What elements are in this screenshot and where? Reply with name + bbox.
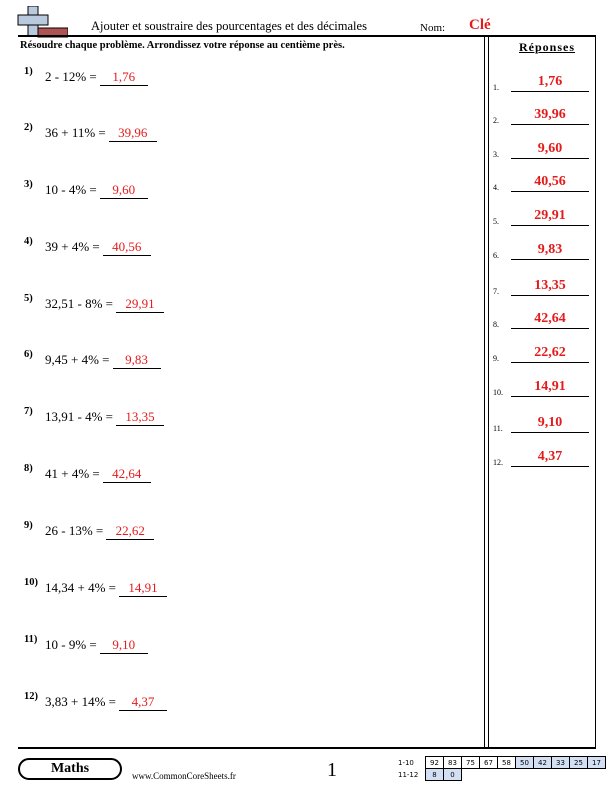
answer-blank[interactable]: 9,10 [100,637,148,654]
answer-blank[interactable]: 22,62 [106,523,154,540]
answer-key-row-10 [493,375,593,397]
site-url[interactable]: www.CommonCoreSheets.fr [132,771,236,781]
answer-key-number: 10. [493,388,503,397]
answer-key-number: 11. [493,424,503,433]
answer-key-row-1 [493,70,593,92]
answer-key-number: 9. [493,354,499,363]
problem-number: 3) [24,179,33,190]
problem-expression: 9,45 + 4% = [45,352,110,367]
problem-expression: 10 - 4% = [45,182,97,197]
answer-blank[interactable]: 1,76 [100,69,148,86]
problem-number: 7) [24,406,33,417]
problem-expression: 39 + 4% = [45,239,100,254]
answer-key-row-4 [493,170,593,192]
answer-key-value: 9,60 [511,140,589,159]
answer-key-value: 4,37 [511,448,589,467]
problem-number: 12) [24,691,38,702]
answer-key-row-5 [493,204,593,226]
answer-key-value: 9,10 [511,414,589,433]
answer-blank[interactable]: 39,96 [109,125,157,142]
answer-blank[interactable]: 40,56 [103,239,151,256]
answer-blank[interactable]: 29,91 [116,296,164,313]
answer-key-number: 12. [493,458,503,467]
problem-number: 1) [24,66,33,77]
answer-blank[interactable]: 14,91 [119,580,167,597]
instructions: Résoudre chaque problème. Arrondissez votre réponse au centième près. [20,40,345,51]
answer-blank[interactable]: 4,37 [119,694,167,711]
problem-number: 4) [24,236,33,247]
plus-minus-logo-icon [14,6,68,38]
answer-key-row-3 [493,137,593,159]
answer-key-value: 39,96 [511,106,589,125]
answer-blank[interactable]: 42,64 [103,466,151,483]
answer-key-row-12 [493,445,593,467]
answer-key-value: 1,76 [511,73,589,92]
answer-key-value: 13,35 [511,277,589,296]
answer-key-value: 22,62 [511,344,589,363]
problem-expression: 26 - 13% = [45,523,104,538]
score-cell: 50 [516,757,534,769]
problem-expression: 3,83 + 14% = [45,694,116,709]
answer-key-row-8 [493,307,593,329]
answer-blank[interactable]: 13,35 [116,409,164,426]
score-cell: 0 [444,769,462,781]
name-label: Nom: [420,22,446,34]
problem-number: 9) [24,520,33,531]
problem-number: 8) [24,463,33,474]
page-title: Ajouter et soustraire des pourcentages et des décimales [91,19,367,33]
problem-number: 2) [24,122,33,133]
column-divider [484,35,489,747]
answer-key-number: 4. [493,183,499,192]
answer-key-number: 7. [493,287,499,296]
answer-key-value: 40,56 [511,173,589,192]
score-cell: 42 [534,757,552,769]
header-rule [18,35,596,37]
score-cell: 92 [426,757,444,769]
answer-key-row-7 [493,274,593,296]
score-row-label: 1-10 [398,758,414,767]
answer-key-row-6 [493,238,593,260]
answer-blank[interactable]: 9,60 [100,182,148,199]
answers-header: Réponses [519,40,576,54]
problem-number: 5) [24,293,33,304]
answer-key-number: 2. [493,116,499,125]
problem-expression: 41 + 4% = [45,466,100,481]
score-row-11-12 [397,769,606,781]
problem-expression: 32,51 - 8% = [45,296,113,311]
answer-key-number: 3. [493,150,499,159]
answer-key-label: Clé [469,17,491,33]
score-row-label: 11-12 [398,770,419,779]
answer-key-value: 42,64 [511,310,589,329]
answer-key-number: 6. [493,251,499,260]
page-number: 1 [327,759,337,781]
answer-key-row-2 [493,103,593,125]
problem-number: 11) [24,634,38,645]
score-cell: 25 [570,757,588,769]
answer-key-value: 9,83 [511,241,589,260]
answer-key-value: 14,91 [511,378,589,397]
score-cell: 58 [498,757,516,769]
score-cell: 8 [426,769,444,781]
answer-key-row-9 [493,341,593,363]
answer-blank[interactable]: 9,83 [113,352,161,369]
score-cell: 17 [588,757,606,769]
problem-expression: 10 - 9% = [45,637,97,652]
problem-expression: 2 - 12% = [45,69,97,84]
score-cell: 75 [462,757,480,769]
footer-rule [18,747,596,749]
answer-key-value: 29,91 [511,207,589,226]
problem-expression: 36 + 11% = [45,125,106,140]
score-table [397,756,606,781]
score-cell: 67 [480,757,498,769]
right-border [595,35,596,747]
score-cell: 83 [444,757,462,769]
subject-badge: Maths [18,758,122,780]
problem-expression: 14,34 + 4% = [45,580,116,595]
score-row-1-10 [397,757,606,769]
answer-key-number: 1. [493,83,499,92]
problem-number: 10) [24,577,38,588]
answer-key-number: 5. [493,217,499,226]
problem-expression: 13,91 - 4% = [45,409,113,424]
answer-key-row-11 [493,411,593,433]
answer-key-number: 8. [493,320,499,329]
problem-number: 6) [24,349,33,360]
score-cell: 33 [552,757,570,769]
